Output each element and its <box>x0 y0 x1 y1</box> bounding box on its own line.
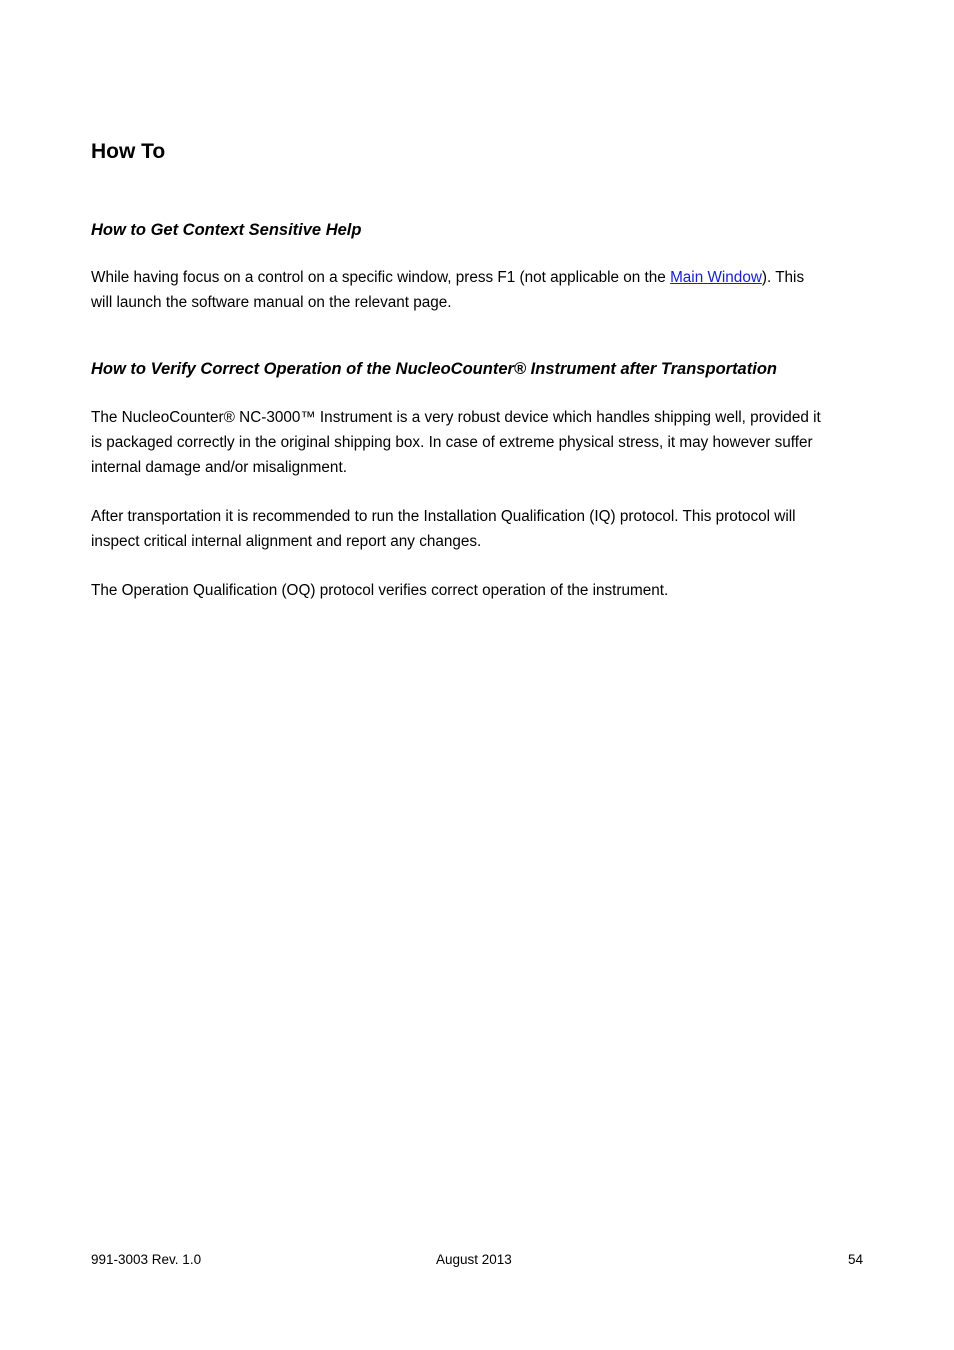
text-fragment: ). This <box>761 269 805 286</box>
footer-date: August 2013 <box>436 1252 512 1267</box>
iq-protocol-paragraph <box>91 504 863 554</box>
paragraph-line: inspect critical internal alignment and report any changes. <box>91 533 482 550</box>
paragraph-line <box>91 265 863 290</box>
paragraph-line: is packaged correctly in the original shipping box. In case of extreme physical stress, it may however suffer <box>91 434 813 451</box>
main-window-link[interactable]: Main Window <box>670 269 762 286</box>
paragraph-line: will launch the software manual on the relevant page. <box>91 294 452 311</box>
section-title-context-help: How to Get Context Sensitive Help <box>91 221 362 239</box>
context-help-paragraph <box>91 265 863 315</box>
section-title-verify-operation: How to Verify Correct Operation of the NucleoCounter® Instrument after Transportation <box>91 360 777 378</box>
page-heading: How To <box>91 140 166 163</box>
paragraph-line: internal damage and/or misalignment. <box>91 459 347 476</box>
paragraph-line: After transportation it is recommended to run the Installation Qualification (IQ) protocol. This protocol will <box>91 508 796 525</box>
paragraph-line: The NucleoCounter® NC-3000™ Instrument is a very robust device which handles shipping well, provided it <box>91 409 821 426</box>
robust-device-paragraph <box>91 405 863 480</box>
footer-page-number: 54 <box>847 1252 863 1267</box>
oq-protocol-paragraph <box>91 578 863 603</box>
text-fragment: While having focus on a control on a specific window, press F1 (not applicable on the <box>91 269 671 286</box>
paragraph-line: The Operation Qualification (OQ) protocol verifies correct operation of the instrument. <box>91 582 669 599</box>
footer-doc-id: 991-3003 Rev. 1.0 <box>91 1252 202 1267</box>
